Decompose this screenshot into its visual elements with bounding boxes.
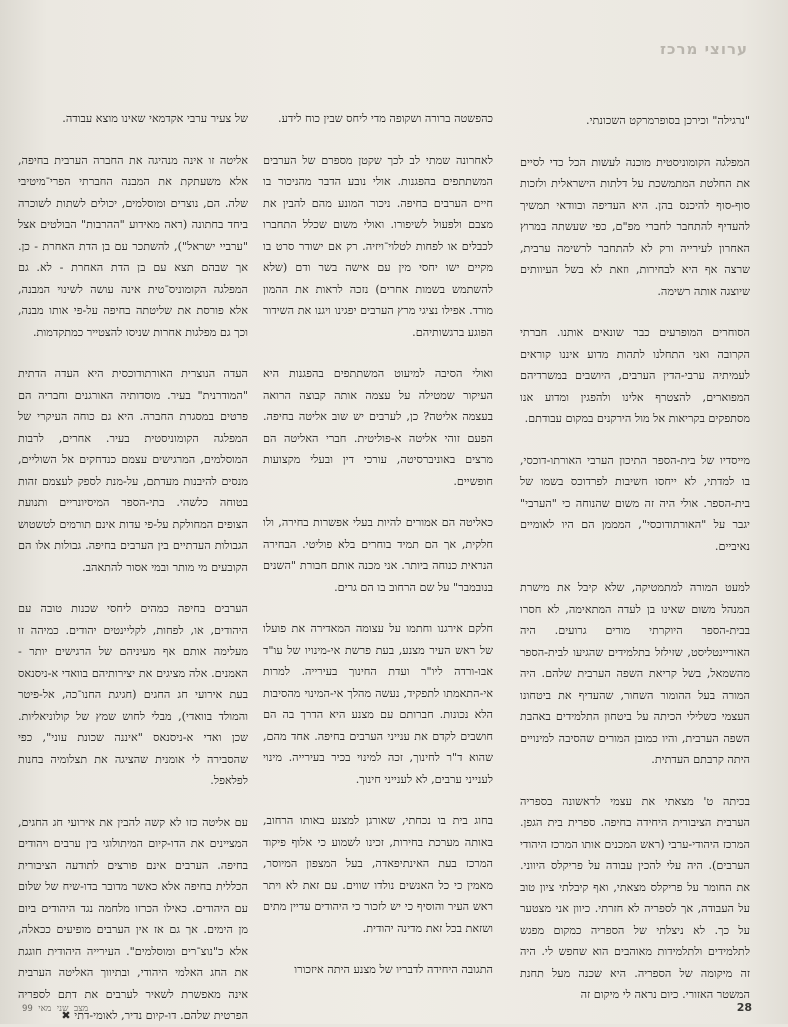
article-column-middle [263, 108, 493, 998]
paragraph: של צעיר ערבי אקדמאי שאינו מוצא עבודה. [62, 112, 248, 125]
running-footer: מצב שני מאי 99 [22, 1004, 89, 1014]
article-column-right [520, 110, 750, 1000]
paragraph: המפלגה הקומוניסטית מוכנה לעשות הכל כדי לסיים את החלטת המתמשכת על דלתות הישראלית ולזכות סוף-סוף להיכנס בהן. היא העדיפה ובוודאי תמשיך להעדיף להתחבר לחברי מפ"ם, כפי שעשתה במרוץ האחרון לעירייה ורק לא להתחבר לרשימה ערבית, שרצה אף היא לבחירות, וזאת לא בשל העיוותים שיוצגה אותה רשימה. [520, 155, 750, 298]
paragraph: בכיתה ט' מצאתי את עצמי לראשונה בספריה הערבית הציבורית היחידה בחיפה. ספרית בית הגפן. המרכז היהודי-ערבי (ראש המכנים אותו המרכז היהודי הערבים). היה עלי להכין עבודה על פריקלס היווני. את החומר על פריקלס מצאתי, ואף קיבלתי ציון טוב על העבודה, אך לספריה לא חזרתי. כיוון אני מצטער על כך. לא ניצלתי של הספריה כמקום מפגש לתלמידים ולתלמידות מאוהבים הוא שחפש לי. היה זה מיקומה של הספריה. היא שכנה מעל תחנת המשטר האזורי. כיום נראה לי מיקום זה [520, 794, 750, 1001]
paragraph: העדה הנוצרית האורתודוכסית היא העדה הדתית "המודרנית" בעיר. מוסדותיה האורגנים וחבריה הם פרטים במסגרת החברה. היא גם כוחה העיקרי של המפלגה הקומוניסטית בעיר. אחרים, לרבות המוסלמים, המרגישים עצמם כנדחקים אל השוליים, מנסים להיבנות מעדתם, על-מנת לספק לעצמם זהות בטוחה כלשהי. בתי-הספר המיסיונריים ותנועת הצופים המחולקת על-פי עדות אינם תורמים לטשטוש הגבולות העדתיים בין הערבים בחיפה. גבולות אלו הם הקובעים מי מותר ובמי אסור להתאהב. [18, 367, 248, 574]
paragraph: חלקם אירגנו וחתמו על עצומה המאדירה את פועלו של ראש העיר מצנע, בעת פרשת אי-מינויו של עו"ד אבו-ורדה ליו"ר ועדת החינוך בעירייה. למרות אי-התאמתו לתפקיד, נעשה מהלך אי-המינוי מהסיבות הלא נכונות. חברותם עם מצנע היא הדרך בה הם חושבים לקדם את ענייני הערבים בחיפה. אחד מהם, שהוא ד"ר לחינוך, זכה למינוי בכיר בעירייה. מינוי לענייני ערבים, לא לענייני חינוך. [263, 622, 493, 786]
paragraph: בחוג בית בו נכחתי, שאורגן למצנע באותו הרחוב, באותה מערכת בחירות, זכינו לשמוע כי אלוף פיקוד המרכז בעת האינתיפאדה, בעל המצפון המיוסר, מאמין כי כל האנשים נולדו שווים. עם זאת לא ויתר ראש העיר והוסיף כי יש לזכור כי היהודים עדיין מתים ושזאת בכל זאת מדינה יהודית. [263, 814, 493, 935]
paragraph: התגובה היחידה לדבריו של מצנע היתה איזכורו [294, 963, 493, 976]
paragraph: ואולי הסיבה למיעוט המשתתפים בהפגנות היא העיקור שמטילה על עצמה אותה קבוצה הרואה בעצמה אליטה? כן, לערבים יש שוב אליטה בחיפה. הפעם זוהי אליטה א-פוליטית. חברי האליטה הם מרצים באוניברסיטה, עורכי דין ובעלי מקצועות חופשיים. [263, 367, 493, 488]
paragraph: הסוחרים המופרעים כבר שונאים אותנו. חברתי הקרובה ואני התחלנו לתהות מדוע איננו קוראים לעמיתיה ערבי-הדין הערבים, היושבים במשרדיהם המפוארים, להצטרף אלינו ולהפגין ומדוע אנו מסתפקים בקריאות אל מול הירקנים במקום עבודתם. [520, 326, 750, 425]
page-number: 28 [736, 1001, 752, 1014]
paragraph: כהפשטה ברורה ושקופה מדי ליחס שבין כוח לידע. [278, 112, 493, 125]
paragraph: הערבים בחיפה כמהים ליחסי שכנות טובה עם היהודים, או, לפחות, לקליינטים יהודים. כמיהה זו מעלימה אותם אף מעיניהם של הרגישים יותר - האמנים. אלה מציגים את יצירותיהם בוואדי א-ניסנאס בעת אירועי חג החגים (חגיגת החנו־כה, אל-פיטר והמולד בוואדי), מבלי לחוש שמץ של קולוניאליות. שכן ואדי א-ניסנאס "איננה שכונת עוני", כפי שהסבירה לי אומנית שהציגה את תצלומיה בחנות לפלאפל. [18, 602, 248, 787]
paragraph: "נרגילה" וכירכן בסופרמרקט השכונתי. [586, 114, 750, 127]
paragraph: כאליטה הם אמורים להיות בעלי אפשרות בחירה, ולו חלקית, אך הם תמיד בוחרים בלא פוליטי. הבחירה הנראית כנוחה ביותר. אני מכנה אותם חבורת "השנים בנובמבר" על שם הרחוב בו הם גרים. [263, 516, 493, 594]
paragraph: עם אליטה כזו לא קשה להבין את אירועי חג החגים, המציינים את הדו-קיום המיתולוגי בין ערבים ויהודים בחיפה. הערבים אינם פורצים לתודעה הציבורית הכללית בחיפה אלא כאשר מדובר בדו-שיח של שלום עם היהודים. כאילו הכרזו מלחמה נגד היהודים ביום מן הימים. אך גם אז אין הערבים מופיעים ככאלה, אלא כ"נוצ־רים ומוסלמים". העירייה היהודית חוגגת את החג האלמי היהודי, ובתיווך האליטה הערבית אינה מאפשרת לשאיר לערבים את דתם לספריה הפרטית שלהם. דו-קיום נדיר, לאומי-דתי ✖ [18, 815, 248, 1022]
section-title: ערוצי מרכז [660, 40, 748, 58]
paragraph: לאחרונה שמתי לב לכך שקטן מספרם של הערבים המשתתפים בהפגנות. אולי נובע הדבר מהניכור בו חיים הערבים בחיפה. ניכור המונע מהם להבין את מצבם ולפעול לשיפורו. ואולי משום שכלל התחברו לכבלים או לפחות לטלוי־ויזיה. רק אם ישודר סרט בו מקיים ישו יחסי מין עם אישה בשר ודם (שלא להשתמש בשמות אחרים) נזכה לראות את ההמון מורד. אפילו נציגי מרץ הערבים יפגינו ויגנו את השידור הפוגע ברגשותיהם. [263, 153, 493, 339]
paragraph: מייסדיו של בית-הספר התיכון הערבי האורתו-דוכסי, בו למדתי, לא ייחסו חשיבות לפרדוכס בשמו של בית-הספר. אולי היה זה משום שהנוחה כי "הערבי" יגבר על "האורתודוכסי", המממן הם היו לאומיים נאיביים. [520, 453, 750, 553]
paragraph: למעט המורה למתמטיקה, שלא קיבל את מישרת המנהל משום שאינו בן לעדה המתאימה, לא חסרו בבית-הספר היוקרתי מורים גרועים. היה האוריינטליסט, שזילזל בתלמידים שהגיעו לבית-הספר מהשמאל, בשל קריאת השפה הערבית שלהם. היה המורה בעל ההומור השחור, שהעדיף את ביטחונו העצמי כשלילי הכיתה על ביטחון התלמידים באהבת השפה הערבית, והיו כמובן המורים שהסיבה למינויים היתה קרבתם העדתית. [520, 581, 750, 766]
paragraph: אליטה זו אינה מנהיגה את החברה הערבית בחיפה, אלא משעתקת את המבנה החברתי הפרי־מיטיבי שלה. הם, נוצרים ומוסלמים, יכולים לשתות לשוכרה ביחד בחתונה (ראה מאידוע "ההרבות" הבולטים אצל "ערביי ישראל"), להשתכר עם בן הדת האחרת - כן. אך שבהם תצא עם בן הדת האחרת - לא. גם המפלגה הקומוניס־טית אינה עושה לשינוי המבנה, אלא פורסת את שליטתה בחיפה על-פי אותו מבנה, וכך גם מפלגות אחרות שניסו להצטייר כמתקדמות. [18, 153, 248, 339]
